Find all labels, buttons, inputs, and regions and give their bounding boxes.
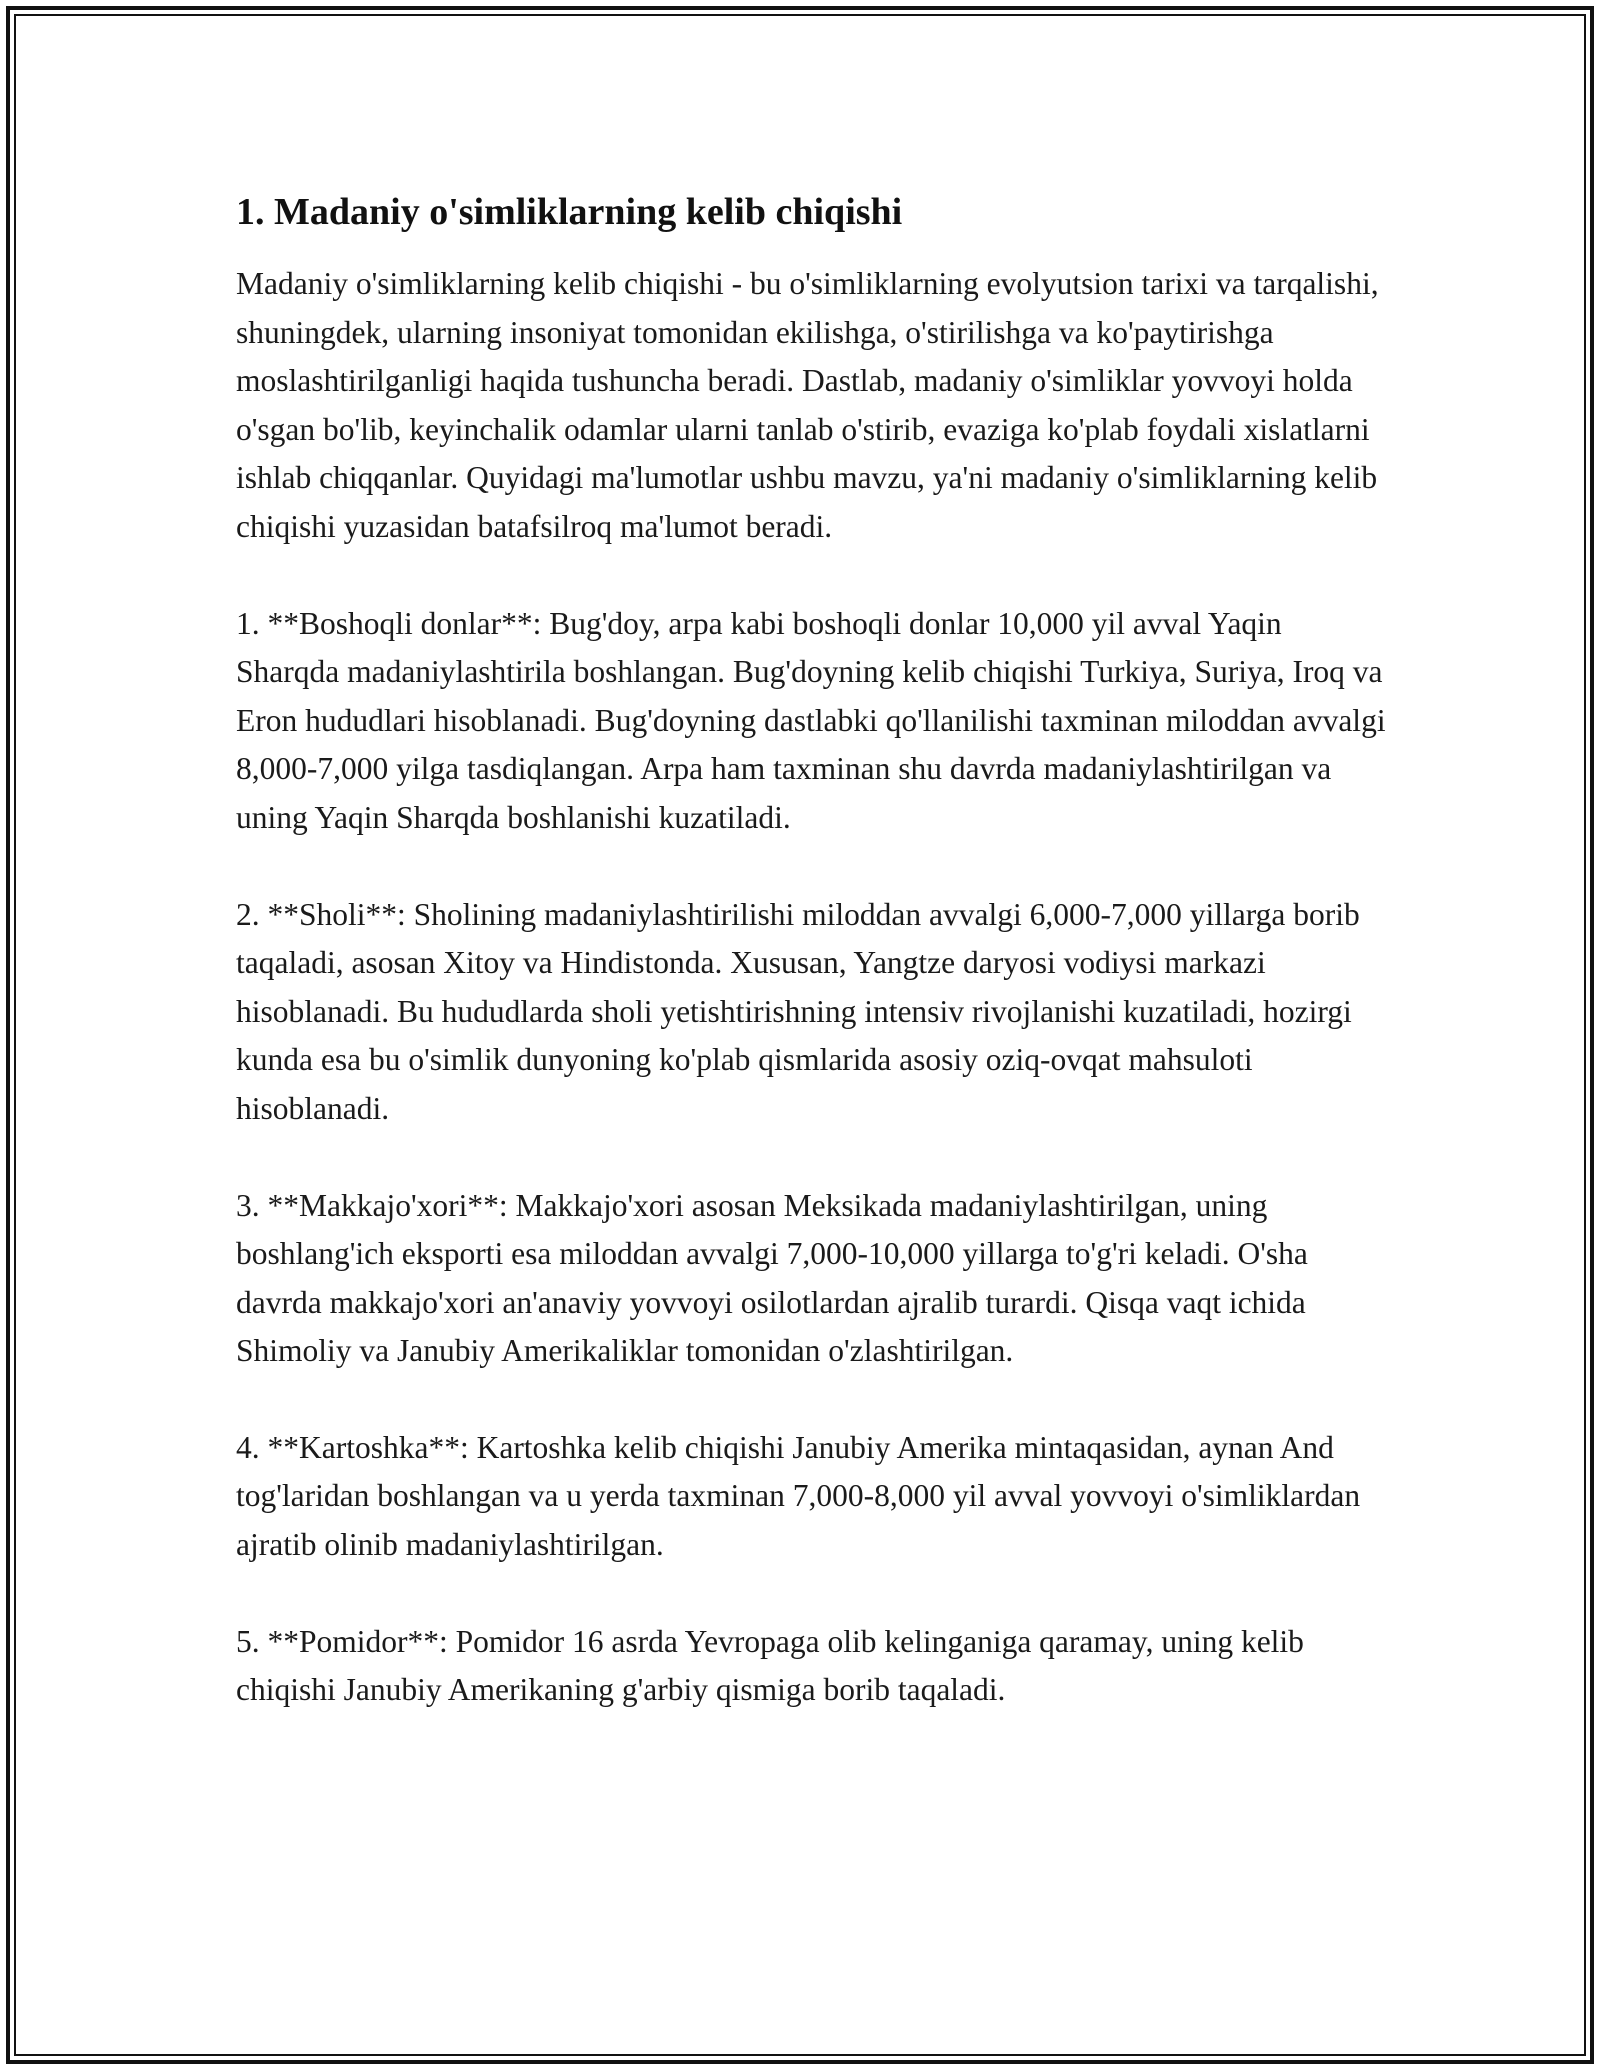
- paragraph-tomato: 5. **Pomidor**: Pomidor 16 asrda Yevropaga olib kelinganiga qaramay, uning kelib chiqishi Janubiy Amerikaning g'arbiy qismiga borib taqaladi.: [236, 1623, 1304, 1708]
- intro-paragraph: Madaniy o'simliklarning kelib chiqishi - bu o'simliklarning evolyutsion tarixi va tarqalishi, shuningdek, ularning insoniyat tomonidan ekilishga, o'stirilishga va ko'paytirishga moslashtirilganligi haqida tushuncha beradi. Dastlab, madaniy o'simliklar yovvoyi holda o'sgan bo'lib, keyinchalik odamlar ularni tanlab o'stirib, evaziga ko'plab foydali xislatlarni ishlab chiqqanlar. Quyidagi ma'lumotlar ushbu mavzu, ya'ni madaniy o'simliklarning kelib chiqishi yuzasidan batafsilroq ma'lumot beradi.: [236, 266, 1379, 544]
- paragraph-potato: 4. **Kartoshka**: Kartoshka kelib chiqishi Janubiy Amerika mintaqasidan, aynan And tog'laridan boshlangan va u yerda taxminan 7,000-8,000 yil avval yovvoyi o'simliklardan ajratib olinib madaniylashtirilgan.: [236, 1429, 1361, 1563]
- paragraph-maize: 3. **Makkajo'xori**: Makkajo'xori asosan Meksikada madaniylashtirilgan, uning boshlang'ich eksporti esa miloddan avvalgi 7,000-10,000 yillarga to'g'ri keladi. O'sha davrda makkajo'xori an'anaviy yovvoyi osilotlardan ajralib turardi. Qisqa vaqt ichida Shimoliy va Janubiy Amerikaliklar tomonidan o'zlashtirilgan.: [236, 1187, 1308, 1369]
- document-body: [236, 186, 1386, 1763]
- paragraph-rice: 2. **Sholi**: Sholining madaniylashtirilishi miloddan avvalgi 6,000-7,000 yillarga borib taqaladi, asosan Xitoy va Hindistonda. Xususan, Yangtze daryosi vodiysi markazi hisoblanadi. Bu hududlarda sholi yetishtirishning intensiv rivojlanishi kuzatiladi, hozirgi kunda esa bu o'simlik dunyoning ko'plab qismlarida asosiy oziq-ovqat mahsuloti hisoblanadi.: [236, 896, 1360, 1126]
- page-title: 1. Madaniy o'simliklarning kelib chiqishi: [236, 191, 903, 233]
- paragraph-cereal-grains: 1. **Boshoqli donlar**: Bug'doy, arpa kabi boshoqli donlar 10,000 yil avval Yaqin Sharqda madaniylashtirila boshlangan. Bug'doyning kelib chiqishi Turkiya, Suriya, Iroq va Eron hududlari hisoblanadi. Bug'doyning dastlabki qo'llanilishi taxminan miloddan avvalgi 8,000-7,000 yilga tasdiqlangan. Arpa ham taxminan shu davrda madaniylashtirilgan va uning Yaqin Sharqda boshlanishi kuzatiladi.: [236, 605, 1386, 835]
